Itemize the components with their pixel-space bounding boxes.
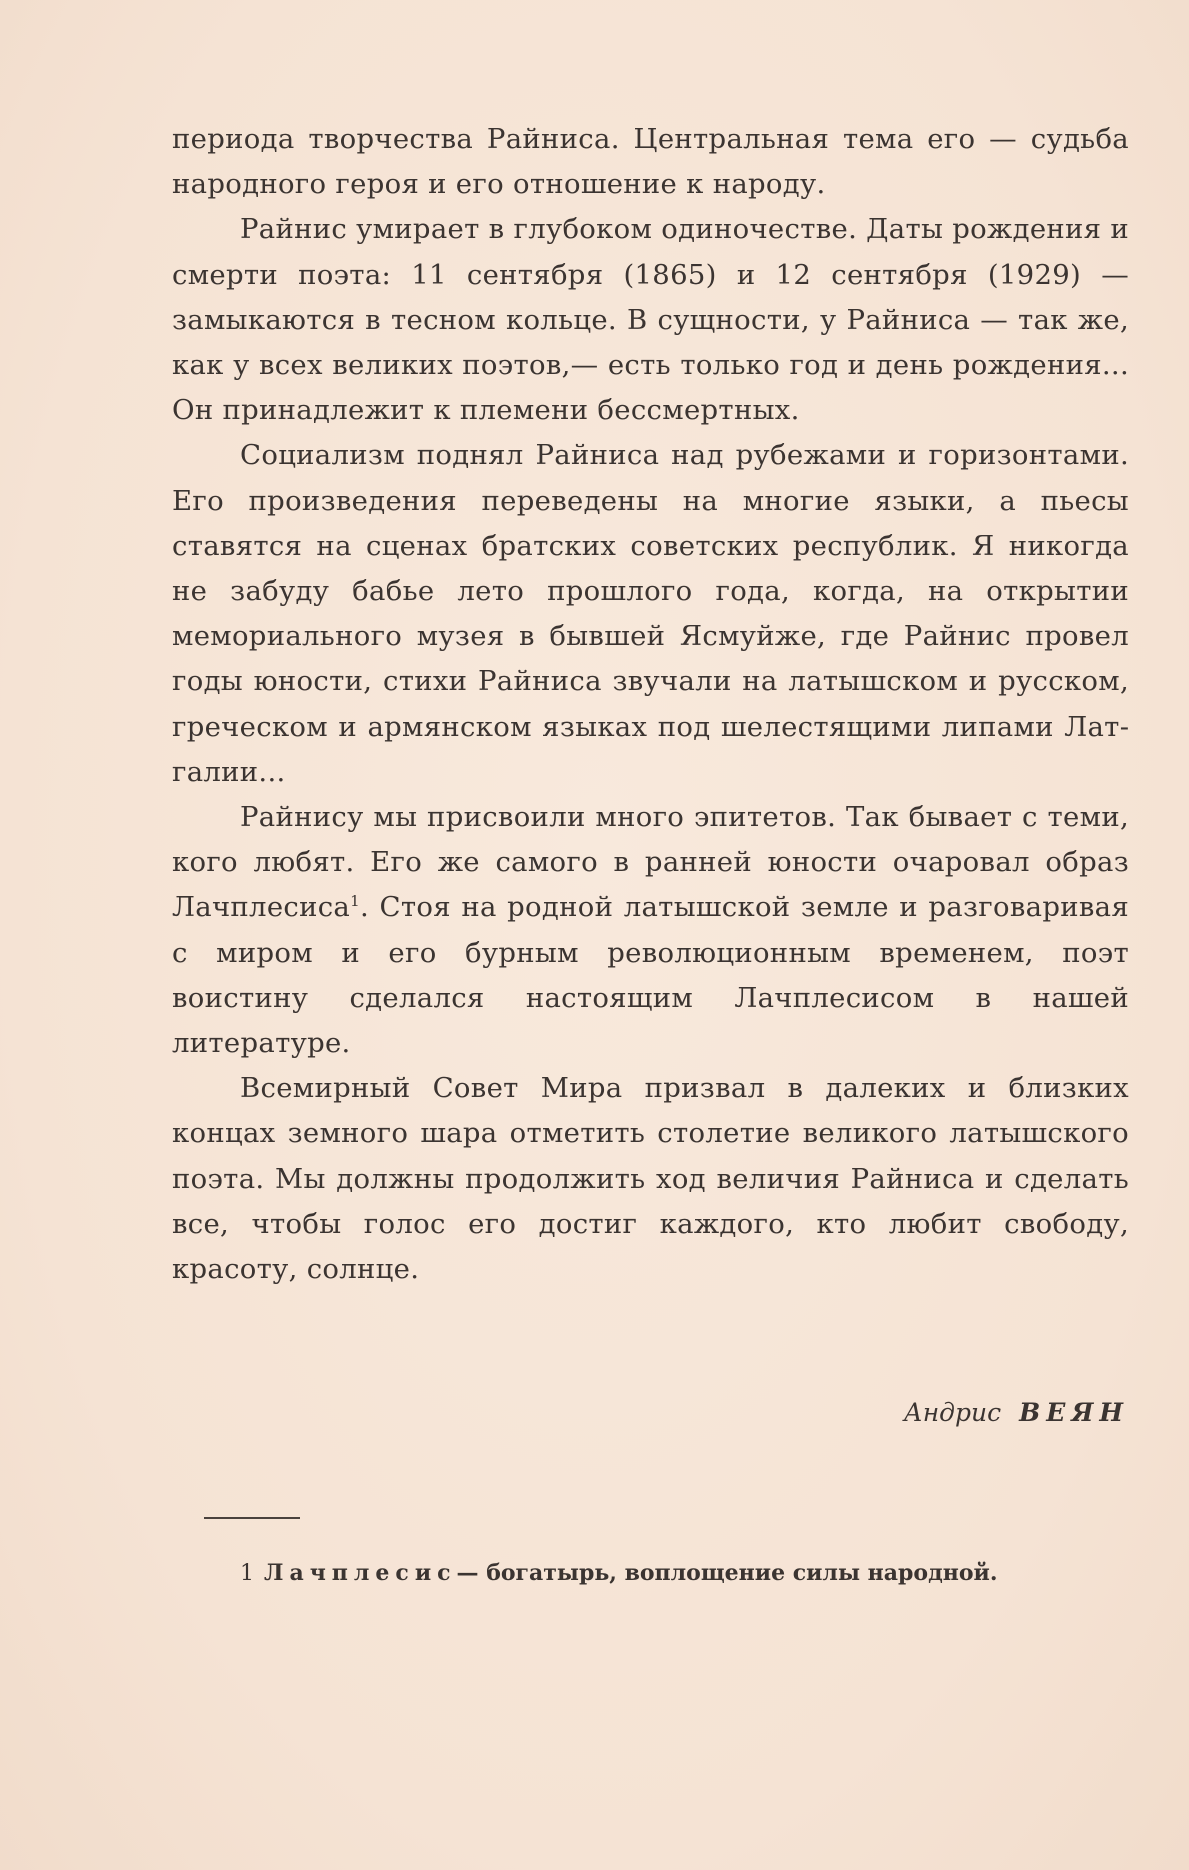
footnote-mark: 1 (240, 1561, 254, 1586)
paragraph-5: Всемирный Совет Мира призвал в далеких и близких концах земного шара отметить столетие великого латышского поэта. Мы должны продолжить ход величия Райниса и сделать все, чтобы голос его достиг каждого, кто любит свободу, красоту, солнце. (172, 1072, 1129, 1286)
paragraph-2: Райнис умирает в глубоком одиночестве. Даты рождения и смерти поэта: 11 сентября (1865) и 12 сентября (1929) — замыкаются в тесном кольце. В сущности, у Райниса — так же, как у всех великих поэтов,— есть только год и день рождения... Он принадлежит к племени бессмертных. (172, 213, 1129, 427)
author-first-name: Андрис (903, 1398, 1002, 1427)
paragraph-1: периода творчества Райниса. Центральная тема его — судьба народного героя и его отношение к народу. (172, 123, 1129, 201)
author-signature (904, 1398, 1129, 1427)
paragraph-3: Социализм поднял Райниса над рубежами и горизонтами. Его произведения переведены на многие языки, а пьесы ставятся на сценах братских советских республик. Я никогда не забуду бабье лето прошлого года, когда, на открытии мемориального музея в бывшей Ясмуйже, где Райнис провел годы юности, стихи Райниса звучали на латышском и русском, греческом и армянском языках под шелестящими липами Латгалии... (172, 439, 1129, 788)
footnote (172, 1553, 1129, 1594)
footnote-term: Лачплесис (264, 1560, 457, 1586)
footnote-text: — богатырь, воплощение силы народной. (456, 1560, 998, 1586)
main-text (172, 117, 1129, 1292)
author-surname: ВЕЯН (1019, 1398, 1129, 1427)
paragraph-4-start: Райнису мы присвоили много эпитетов. Так бывает с теми, кого любят. Его же самого в ранней юности очаровал образ Лачплесиса (172, 801, 1129, 924)
footnote-reference: 1 (350, 892, 360, 911)
footnote-divider (204, 1517, 300, 1519)
paragraph-4 (172, 795, 1129, 1066)
paragraph-4-end: . Стоя на родной латышской земле и разговаривая с миром и его бурным революционным временем, поэт воистину сделался настоящим Лачплесисом в нашей литературе. (172, 891, 1129, 1060)
